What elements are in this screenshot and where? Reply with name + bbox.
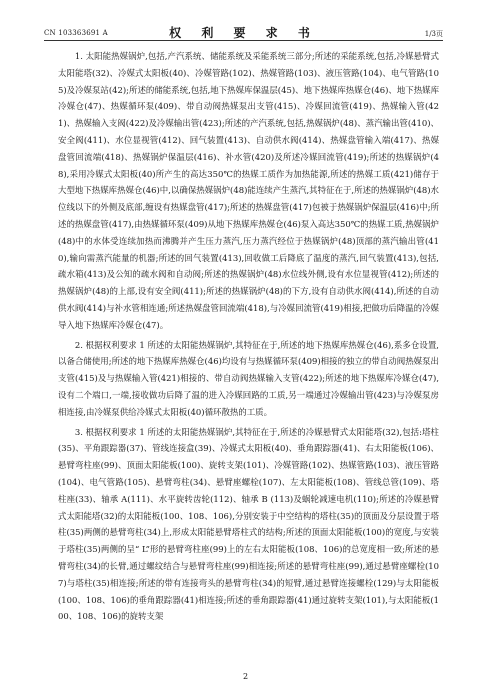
document-title: 权 利 要 求 书 <box>169 26 318 40</box>
claim-2: 2. 根据权利要求 1 所述的太阳能热媒锅炉,其特征在于,所述的地下热媒库热媒仓(46),系多仓设置,以备合储使用;所述的地下热媒库热媒仓(46)均设有与热媒循环泵(409)相接的独立的带自动阀热媒泵出支管(415)及与热媒输入管(421)相接的、带自动阀热媒输入支管(422);所述的地下热媒库冷媒仓(47),设有二个端口,一端,接收做功后降了温的进入冷媒回路的工质,另一端通过冷媒输出管(423)与冷媒泵房相连接,由冷媒泵供给冷媒式太阳板(40)循环散热的工质。 <box>58 339 439 417</box>
header-divider <box>44 40 443 41</box>
page-number: 2 <box>242 672 249 681</box>
publication-number: CN 103363691 A <box>44 29 108 37</box>
claim-3: 3. 根据权利要求 1 所述的太阳能热媒锅炉,其特征在于,所述的冷媒悬臂式太阳能塔(32),包括:塔柱(35)、平角跟踪器(37)、管线连接盒(39)、冷媒式太阳板(40)、垂角跟踪器(41)、右太阳能板(106)、悬臂弯柱座(99)、顶面太阳能板(100)、旋转支架(101)、冷媒管路(102)、热媒管路(103)、液压管路(104)、电气管路(105)、悬臂弯柱(34)、悬臂座螺栓(107)、左太阳能板(108)、管线总管(109)、塔柱座(33)、轴承 A(111)、水平旋转齿轮(112)、轴承 B (113)及蜗轮减速电机(110);所述的冷媒悬臂式太阳能塔(32)的太阳能板(100、108、106),分别安装于中空结构的塔柱(35)的顶面及分层设置于塔柱(35)两侧的悬臂弯柱(34)上,形成太阳能悬臂塔柱式的结构;所述的顶面太阳能板(100)的宽度,与安装于塔柱(35)两侧的呈“ L”形的悬臂弯柱座(99)上的左右太阳能板(108、106)的总宽度相一致;所述的悬臂弯柱(34)的长臂,通过螺纹结合与悬臂弯柱座(99)相连接;所述的悬臂弯柱座(99),通过悬臂座螺栓(107)与塔柱(35)相连接;所述的带有连接弯头的悬臂弯柱(34)的短臂,通过悬臂连接螺栓(129)与太阳能板(100、108、106)的垂角跟踪器(41)相连接;所述的垂角跟踪器(41)通过旋转支架(101),与太阳能板(100、108、106)的旋转支架 <box>58 426 439 622</box>
claim-1: 1. 太阳能热媒锅炉,包括,产汽系统、储能系统及采能系统三部分;所述的采能系统,包括,冷媒悬臂式太阳能塔(32)、冷媒式太阳板(40)、冷媒管路(102)、热媒管路(103)、液压管路(104)、电气管路(105)及冷媒泵站(42);所述的储能系统,包括,地下热媒库保温层(45)、地下热媒库热媒仓(46)、地下热媒库冷媒仓(47)、热媒循环泵(409)、带自动阀热媒泵出支管(415)、冷媒回流管(419)、热媒输入管(421)、热媒输入支阀(422)及冷媒输出管(423);所述的产汽系统,包括,热媒锅炉(48)、蒸汽输出管(410)、安全阀(411)、水位显视管(412)、回气装置(413)、自动供水阀(414)、热媒盘管输入端(417)、热媒盘管回流端(418)、热媒锅炉保温层(416)、补水管(420)及所述冷媒回流管(419);所述的热媒锅炉(48),采用冷媒式太阳板(40)所产生的高达350℃的热媒工质作为加热能源,所述的热媒工质(421)储存于大型地下热媒库热媒仓(46)中,以确保热媒锅炉(48)能连续产生蒸汽,其特征在于,所述的热媒锅炉(48)水位线以下的外侧及底部,缠设有热媒盘管(417);所述的热媒盘管(417)包被于热媒锅炉保温层(416)中;所述的热媒盘管(417),由热媒循环泵(409)从地下热媒库热媒仓(46)泵入高达350℃的热媒工质,热媒锅炉(48)中的水体受连续加热而沸腾并产生压力蒸汽,压力蒸汽经位于热媒锅炉(48)顶部的蒸汽输出管(410),输向需蒸汽能量的机器;所述的回气装置(413),回收做工后降底了温度的蒸汽,回气装置(413),包括,疏水箱(413)及公知的疏水阀和自动阀;所述的热媒锅炉(48)水位线外侧,设有水位显视管(412);所述的热媒锅炉(48)的上部,设有安全阀(411);所述的热媒锅炉(48)的下方,设有自动供水阀(414),所述的自动供水阀(414)与补水管相连通;所述热媒盘管回流端(418),与冷媒回流管(419)相接,把做功后降温的冷媒导入地下热媒库冷媒仓(47)。 <box>58 51 439 330</box>
page-header <box>44 24 443 44</box>
page-range: 1/3页 <box>424 30 443 38</box>
claims-body <box>58 48 439 646</box>
